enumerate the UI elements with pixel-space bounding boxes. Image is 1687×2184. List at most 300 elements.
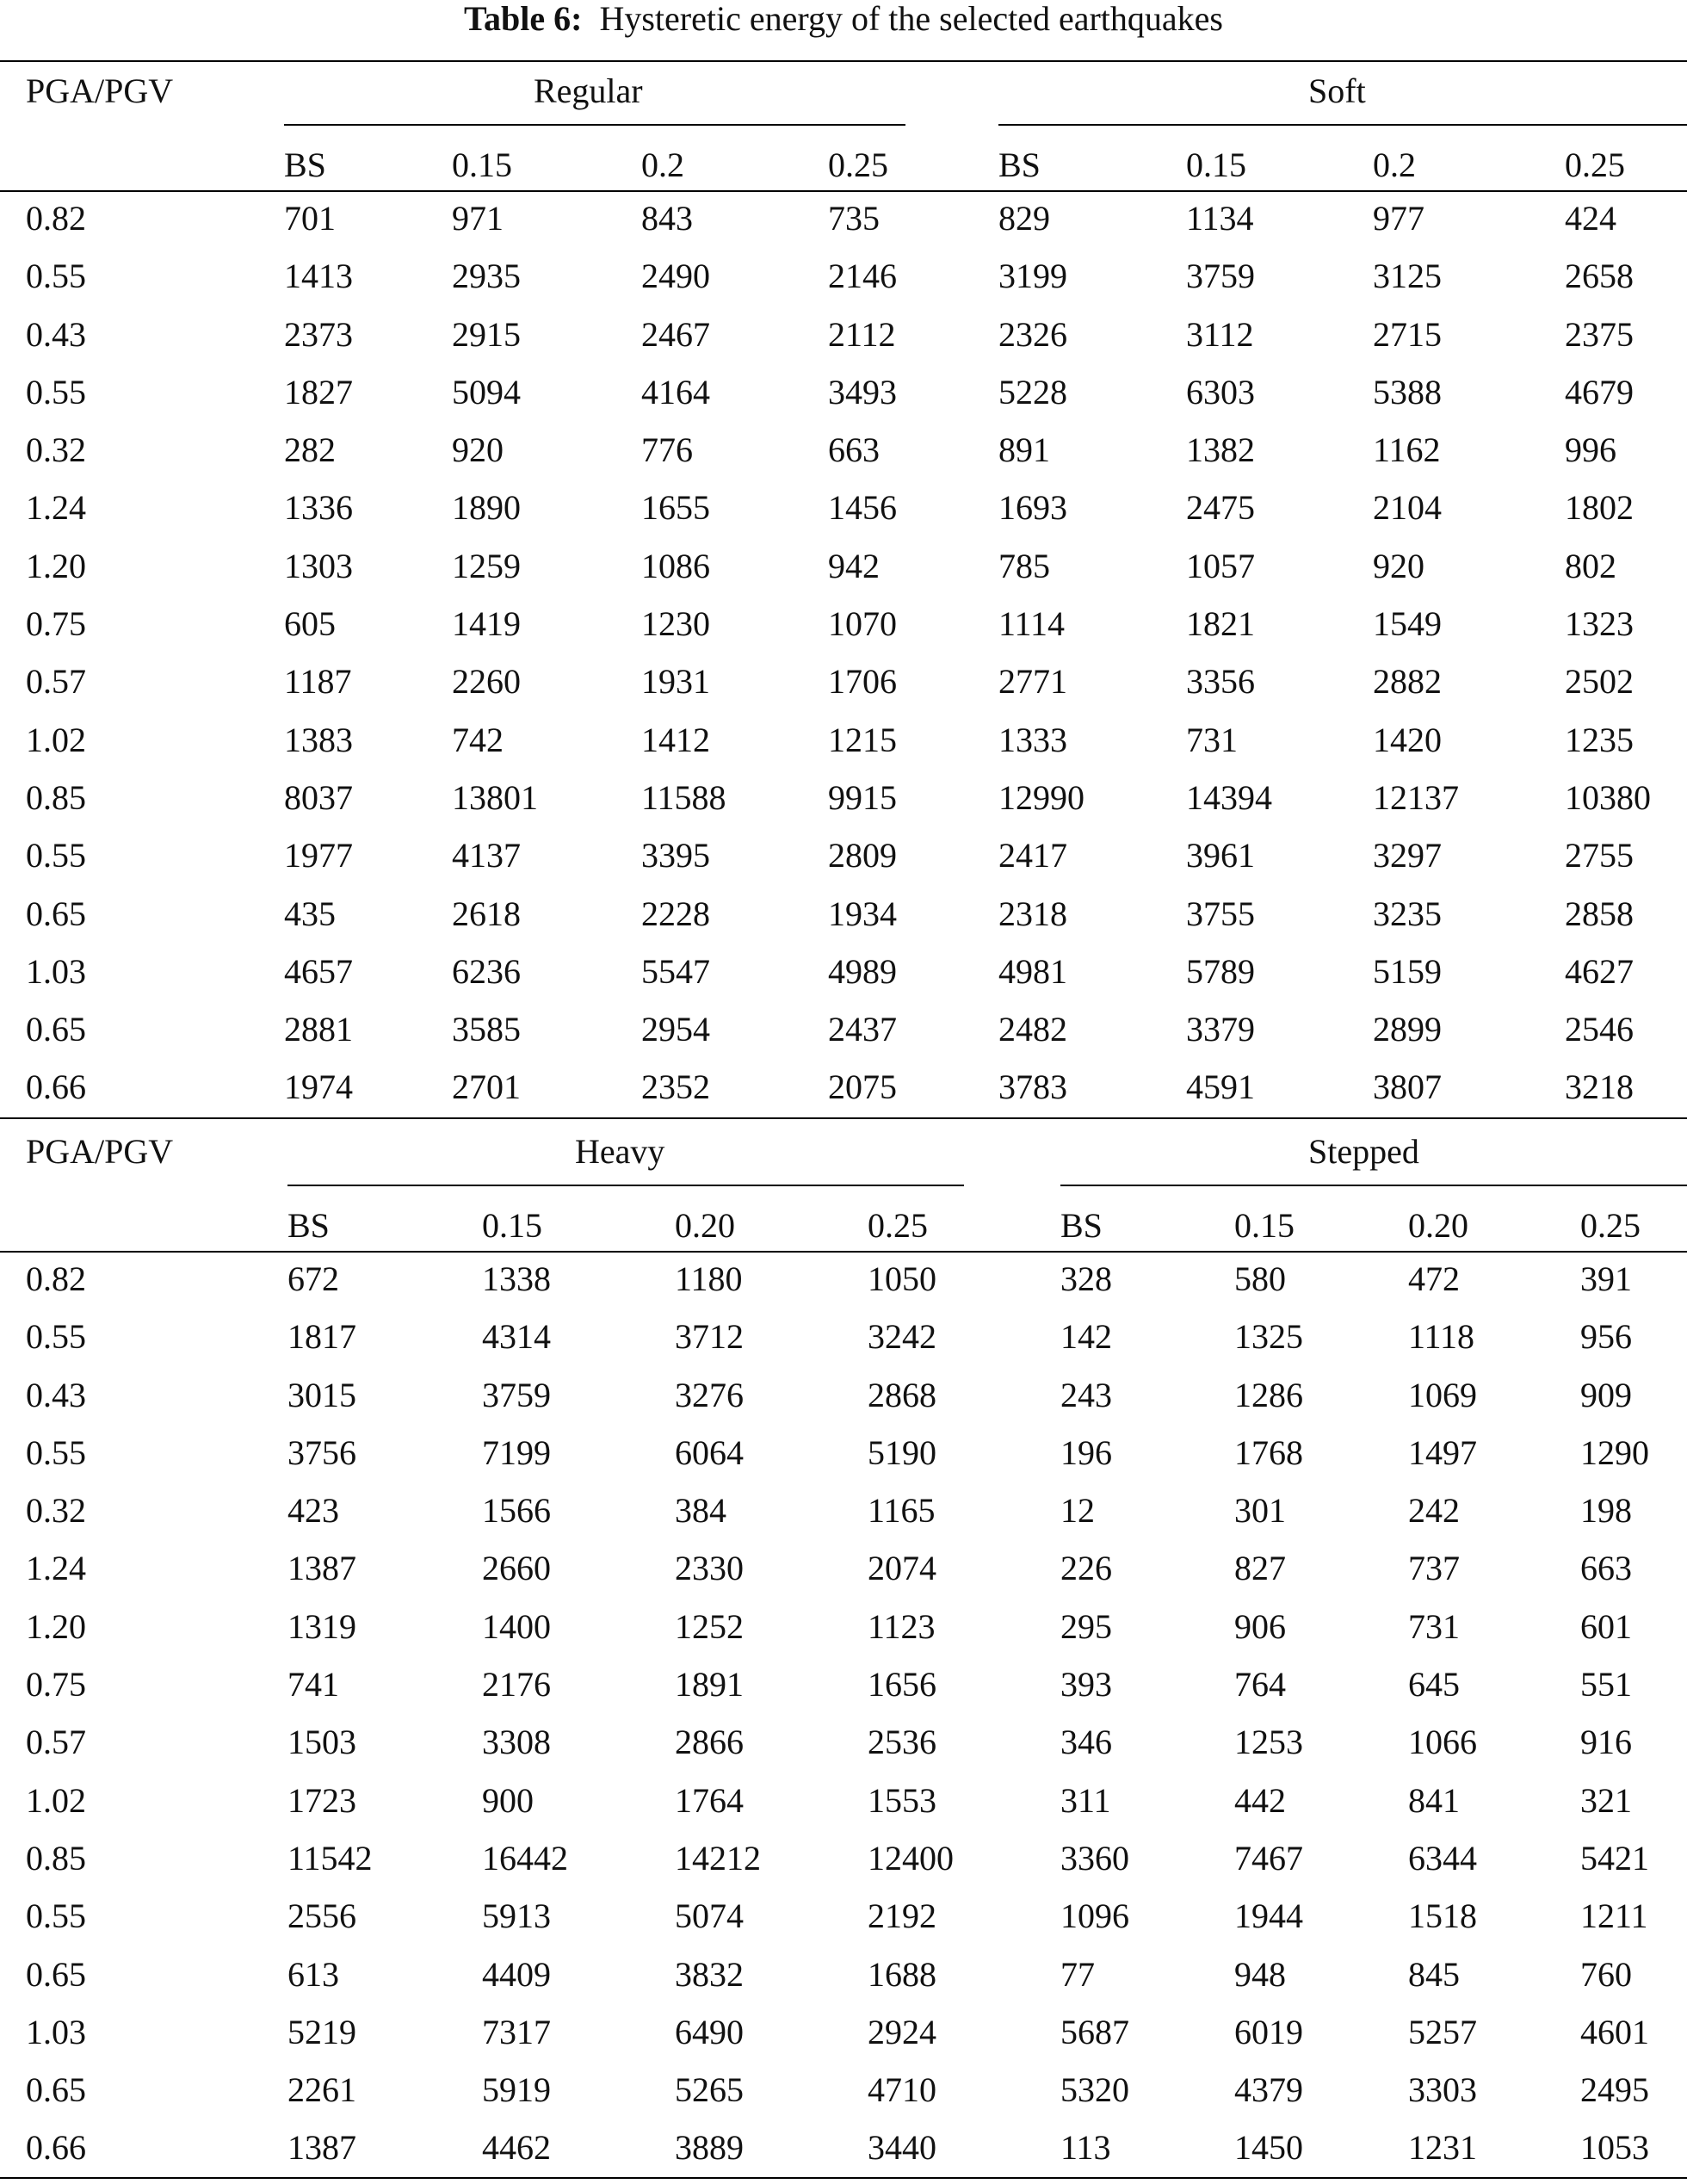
table-cell: 1134 [1186, 199, 1254, 238]
table-cell: 301 [1234, 1491, 1286, 1531]
table-cell: 1944 [1234, 1896, 1303, 1936]
table-cell: 6490 [675, 2012, 744, 2051]
table-cell: 5388 [1373, 372, 1442, 411]
column-header: 0.25 [1580, 1206, 1641, 1245]
table-cell: 3360 [1060, 1838, 1129, 1878]
table-cell: 4627 [1565, 951, 1634, 991]
row-label-pga-pgv: 0.65 [26, 1010, 86, 1049]
table-cell: 1553 [868, 1780, 936, 1820]
table-cell: 956 [1580, 1317, 1632, 1357]
table-cell: 5913 [482, 1896, 551, 1936]
table-cell: 1387 [287, 2128, 356, 2168]
first-column-header: PGA/PGV [26, 71, 174, 110]
table-cell: 2866 [675, 1723, 744, 1762]
table-cell: 1934 [828, 894, 897, 933]
row-label-pga-pgv: 0.55 [26, 1317, 86, 1357]
table-cell: 760 [1580, 1954, 1632, 1994]
header-row [0, 1121, 1687, 1252]
table-cell: 5320 [1060, 2070, 1129, 2110]
table-row [0, 423, 1687, 480]
table-cell: 7199 [482, 1432, 551, 1472]
table-cell: 580 [1234, 1259, 1286, 1298]
column-header: 0.15 [482, 1206, 542, 1245]
table-cell: 3395 [641, 836, 710, 875]
table-cell: 2330 [675, 1549, 744, 1588]
table-cell: 1114 [998, 604, 1066, 644]
table-cell: 3889 [675, 2128, 744, 2168]
table-cell: 2660 [482, 1549, 551, 1588]
table-cell: 346 [1060, 1723, 1112, 1762]
table-cell: 1420 [1373, 720, 1442, 759]
table-cell: 3759 [1186, 257, 1255, 296]
table-cell: 6236 [452, 951, 521, 991]
table-row [0, 249, 1687, 306]
table-cell: 701 [284, 199, 336, 238]
table-cell: 295 [1060, 1606, 1112, 1646]
table-cell: 2935 [452, 257, 521, 296]
table-cell: 5190 [868, 1432, 936, 1472]
column-header: 0.25 [1565, 145, 1625, 184]
table-cell: 16442 [482, 1838, 568, 1878]
column-header: 0.15 [1234, 1206, 1295, 1245]
column-header: 0.20 [1408, 1206, 1468, 1245]
table-cell: 2868 [868, 1375, 936, 1414]
table-cell: 14394 [1186, 777, 1272, 817]
row-label-pga-pgv: 0.65 [26, 1954, 86, 1994]
table-row [0, 1831, 1687, 1889]
row-label-pga-pgv: 0.82 [26, 199, 86, 238]
column-header: 0.15 [1186, 145, 1246, 184]
table-cell: 3832 [675, 1954, 744, 1994]
column-header: 0.2 [641, 145, 684, 184]
table-cell: 601 [1580, 1606, 1632, 1646]
table-cell: 6303 [1186, 372, 1255, 411]
table-cell: 3303 [1408, 2070, 1477, 2110]
table-cell: 12137 [1373, 777, 1459, 817]
table-cell: 472 [1408, 1259, 1460, 1298]
table-cell: 5094 [452, 372, 521, 411]
table-cell: 3585 [452, 1010, 521, 1049]
table-cell: 2495 [1580, 2070, 1649, 2110]
group-underline-regular [284, 124, 905, 126]
table-cell: 1070 [828, 604, 897, 644]
row-label-pga-pgv: 0.55 [26, 372, 86, 411]
table-row [0, 1368, 1687, 1426]
table-cell: 916 [1580, 1723, 1632, 1762]
table-cell: 909 [1580, 1375, 1632, 1414]
table-cell: 2882 [1373, 662, 1442, 702]
table-cell: 4137 [452, 836, 521, 875]
first-column-header: PGA/PGV [26, 1132, 174, 1171]
table-cell: 2375 [1565, 314, 1634, 354]
group-underline-heavy [287, 1185, 964, 1186]
table-cell: 1215 [828, 720, 897, 759]
column-header: BS [1060, 1206, 1103, 1245]
table-cell: 1165 [868, 1491, 936, 1531]
table-cell: 1123 [868, 1606, 936, 1646]
table-cell: 243 [1060, 1375, 1112, 1414]
table-cell: 942 [828, 546, 880, 585]
table-cell: 1821 [1186, 604, 1255, 644]
table-cell: 196 [1060, 1432, 1112, 1472]
table-cell: 1252 [675, 1606, 744, 1646]
table-cell: 3807 [1373, 1067, 1442, 1107]
table-cell: 731 [1408, 1606, 1460, 1646]
table-cell: 2546 [1565, 1010, 1634, 1049]
table-cell: 13801 [452, 777, 538, 817]
table-cell: 802 [1565, 546, 1616, 585]
table-cell: 10380 [1565, 777, 1651, 817]
table-row [0, 1657, 1687, 1715]
row-label-pga-pgv: 1.24 [26, 488, 86, 528]
table-cell: 11588 [641, 777, 726, 817]
group-underline-stepped [1060, 1185, 1687, 1186]
table-cell: 4710 [868, 2070, 936, 2110]
table-cell: 785 [998, 546, 1050, 585]
table-cell: 1656 [868, 1665, 936, 1705]
table-cell: 14212 [675, 1838, 761, 1878]
table-cell: 4164 [641, 372, 710, 411]
table-cell: 2915 [452, 314, 521, 354]
table-cell: 6344 [1408, 1838, 1477, 1878]
table-cell: 971 [452, 199, 504, 238]
table-cell: 1086 [641, 546, 710, 585]
table-row [0, 713, 1687, 770]
table-cell: 2228 [641, 894, 710, 933]
table-row [0, 1773, 1687, 1831]
table-cell: 841 [1408, 1780, 1460, 1820]
table-row [0, 191, 1687, 249]
table-cell: 900 [482, 1780, 534, 1820]
table-cell: 672 [287, 1259, 339, 1298]
table-cell: 3755 [1186, 894, 1255, 933]
table-cell: 2482 [998, 1010, 1067, 1049]
table-body-heavy-stepped [0, 1252, 1687, 2179]
table-cell: 2809 [828, 836, 897, 875]
table-cell: 2192 [868, 1896, 936, 1936]
row-label-pga-pgv: 1.24 [26, 1549, 86, 1588]
row-label-pga-pgv: 0.55 [26, 1432, 86, 1472]
table-cell: 1450 [1234, 2128, 1303, 2168]
row-label-pga-pgv: 1.20 [26, 546, 86, 585]
table-cell: 2146 [828, 257, 897, 296]
row-label-pga-pgv: 1.03 [26, 951, 86, 991]
table-cell: 9915 [828, 777, 897, 817]
column-header: 0.2 [1373, 145, 1416, 184]
table-cell: 1230 [641, 604, 710, 644]
table-cell: 843 [641, 199, 693, 238]
table-cell: 1162 [1373, 430, 1441, 470]
table-cell: 845 [1408, 1954, 1460, 1994]
table-cell: 1211 [1580, 1896, 1648, 1936]
table-cell: 1706 [828, 662, 897, 702]
table-cell: 2112 [828, 314, 896, 354]
table-cell: 1323 [1565, 604, 1634, 644]
table-cell: 5219 [287, 2012, 356, 2051]
table-row [0, 944, 1687, 1002]
table-row [0, 2063, 1687, 2120]
table-cell: 551 [1580, 1665, 1632, 1705]
table-cell: 1187 [284, 662, 352, 702]
table-cell: 5159 [1373, 951, 1442, 991]
table-cell: 1383 [284, 720, 353, 759]
table-cell: 1412 [641, 720, 710, 759]
table-cell: 2954 [641, 1010, 710, 1049]
table-cell: 1413 [284, 257, 353, 296]
table-cell: 3235 [1373, 894, 1442, 933]
table-cell: 1235 [1565, 720, 1634, 759]
table-row [0, 597, 1687, 654]
table-cell: 920 [1373, 546, 1424, 585]
table-cell: 1303 [284, 546, 353, 585]
table-cell: 1977 [284, 836, 353, 875]
table-cell: 663 [828, 430, 880, 470]
table-cell: 2352 [641, 1067, 710, 1107]
table-cell: 4657 [284, 951, 353, 991]
table-cell: 77 [1060, 1954, 1095, 1994]
table-cell: 321 [1580, 1780, 1632, 1820]
table-cell: 282 [284, 430, 336, 470]
table-cell: 3015 [287, 1375, 356, 1414]
table-cell: 1333 [998, 720, 1067, 759]
table-cell: 1456 [828, 488, 897, 528]
table-cell: 5257 [1408, 2012, 1477, 2051]
table-cell: 776 [641, 430, 693, 470]
table-cell: 393 [1060, 1665, 1112, 1705]
row-label-pga-pgv: 0.75 [26, 604, 86, 644]
table-cell: 613 [287, 1954, 339, 1994]
table-cell: 1655 [641, 488, 710, 528]
table-cell: 891 [998, 430, 1050, 470]
table-cell: 3379 [1186, 1010, 1255, 1049]
table-cell: 1817 [287, 1317, 356, 1357]
table-cell: 6019 [1234, 2012, 1303, 2051]
table-cell: 2556 [287, 1896, 356, 1936]
table-cell: 198 [1580, 1491, 1632, 1531]
table-cell: 7317 [482, 2012, 551, 2051]
table-cell: 764 [1234, 1665, 1286, 1705]
row-label-pga-pgv: 0.55 [26, 836, 86, 875]
table-cell: 741 [287, 1665, 339, 1705]
table-row [0, 2120, 1687, 2178]
table-cell: 5421 [1580, 1838, 1649, 1878]
table-cell: 6064 [675, 1432, 744, 1472]
table-row [0, 1309, 1687, 1367]
table-cell: 2490 [641, 257, 710, 296]
table-cell: 1325 [1234, 1317, 1303, 1357]
table-cell: 2467 [641, 314, 710, 354]
table-cell: 1566 [482, 1491, 551, 1531]
table-cell: 2771 [998, 662, 1067, 702]
table-cell: 5687 [1060, 2012, 1129, 2051]
row-label-pga-pgv: 0.55 [26, 1896, 86, 1936]
table-cell: 1118 [1408, 1317, 1475, 1357]
table-cell: 2475 [1186, 488, 1255, 528]
table-cell: 391 [1580, 1259, 1632, 1298]
table-cell: 2326 [998, 314, 1067, 354]
table-cell: 1688 [868, 1954, 936, 1994]
group-header-heavy: Heavy [575, 1132, 665, 1171]
column-header: 0.25 [868, 1206, 928, 1245]
row-label-pga-pgv: 1.03 [26, 2012, 86, 2051]
table-cell: 1336 [284, 488, 353, 528]
table-cell: 2899 [1373, 1010, 1442, 1049]
table-cell: 1419 [452, 604, 521, 644]
table-cell: 4462 [482, 2128, 551, 2168]
table-cell: 4314 [482, 1317, 551, 1357]
row-label-pga-pgv: 0.65 [26, 2070, 86, 2110]
table-cell: 2074 [868, 1549, 936, 1588]
table-cell: 142 [1060, 1317, 1112, 1357]
table-cell: 226 [1060, 1549, 1112, 1588]
table-cell: 4679 [1565, 372, 1634, 411]
table-cell: 2104 [1373, 488, 1442, 528]
table-row [0, 1060, 1687, 1117]
table-cell: 3756 [287, 1432, 356, 1472]
bottom-rule [0, 1117, 1687, 1119]
row-label-pga-pgv: 0.82 [26, 1259, 86, 1298]
table-cell: 1338 [482, 1259, 551, 1298]
table-cell: 645 [1408, 1665, 1460, 1705]
table-cell: 3125 [1373, 257, 1442, 296]
row-label-pga-pgv: 0.32 [26, 1491, 86, 1531]
table-cell: 663 [1580, 1549, 1632, 1588]
row-label-pga-pgv: 0.85 [26, 1838, 86, 1878]
table-cell: 1931 [641, 662, 710, 702]
table-cell: 4409 [482, 1954, 551, 1994]
group-header-regular: Regular [534, 71, 643, 110]
table-cell: 829 [998, 199, 1050, 238]
table-cell: 7467 [1234, 1838, 1303, 1878]
table-cell: 2924 [868, 2012, 936, 2051]
row-label-pga-pgv: 0.43 [26, 314, 86, 354]
table-cell: 1319 [287, 1606, 356, 1646]
table-cell: 1382 [1186, 430, 1255, 470]
table-cell: 737 [1408, 1549, 1460, 1588]
table-cell: 1066 [1408, 1723, 1477, 1762]
table-cell: 1827 [284, 372, 353, 411]
table-cell: 442 [1234, 1780, 1286, 1820]
table-cell: 2260 [452, 662, 521, 702]
table-cell: 12400 [868, 1838, 954, 1878]
table-cell: 2437 [828, 1010, 897, 1049]
table-cell: 2075 [828, 1067, 897, 1107]
column-header: 0.15 [452, 145, 512, 184]
table-cell: 5265 [675, 2070, 744, 2110]
table-cell: 4591 [1186, 1067, 1255, 1107]
column-header: 0.25 [828, 145, 888, 184]
table-cell: 5074 [675, 1896, 744, 1936]
table-cell: 1764 [675, 1780, 744, 1820]
table-row [0, 887, 1687, 944]
table-cell: 1290 [1580, 1432, 1649, 1472]
table-cell: 242 [1408, 1491, 1460, 1531]
table-cell: 2881 [284, 1010, 353, 1049]
row-label-pga-pgv: 0.65 [26, 894, 86, 933]
table-cell: 3440 [868, 2128, 936, 2168]
table-cell: 996 [1565, 430, 1616, 470]
table-cell: 2373 [284, 314, 353, 354]
table-cell: 113 [1060, 2128, 1111, 2168]
table-cell: 2858 [1565, 894, 1634, 933]
table-cell: 1259 [452, 546, 521, 585]
table-cell: 1253 [1234, 1723, 1303, 1762]
table-cell: 12 [1060, 1491, 1095, 1531]
table-cell: 731 [1186, 720, 1238, 759]
row-label-pga-pgv: 0.57 [26, 1723, 86, 1762]
table-cell: 1286 [1234, 1375, 1303, 1414]
row-label-pga-pgv: 1.02 [26, 720, 86, 759]
table-cell: 2536 [868, 1723, 936, 1762]
table-cell: 906 [1234, 1606, 1286, 1646]
table-cell: 423 [287, 1491, 339, 1531]
row-label-pga-pgv: 0.43 [26, 1375, 86, 1414]
table-cell: 1053 [1580, 2128, 1649, 2168]
caption-text: Hysteretic energy of the selected earthquakes [599, 0, 1223, 38]
caption-label: Table 6: [464, 0, 583, 38]
table-cell: 742 [452, 720, 504, 759]
table-cell: 3112 [1186, 314, 1254, 354]
table-cell: 1050 [868, 1259, 936, 1298]
table-cell: 4379 [1234, 2070, 1303, 2110]
table-row [0, 1947, 1687, 2005]
table-cell: 2176 [482, 1665, 551, 1705]
table-row [0, 1715, 1687, 1773]
table-cell: 1802 [1565, 488, 1634, 528]
table-cell: 1891 [675, 1665, 744, 1705]
table-cell: 2618 [452, 894, 521, 933]
table-cell: 5547 [641, 951, 710, 991]
row-label-pga-pgv: 1.02 [26, 1780, 86, 1820]
table-cell: 3218 [1565, 1067, 1634, 1107]
table-cell: 2658 [1565, 257, 1634, 296]
table-cell: 3493 [828, 372, 897, 411]
table-cell: 1723 [287, 1780, 356, 1820]
table-cell: 4601 [1580, 2012, 1649, 2051]
table-row [0, 480, 1687, 538]
table-row [0, 828, 1687, 886]
table-cell: 435 [284, 894, 336, 933]
table-cell: 948 [1234, 1954, 1286, 1994]
table-cell: 1503 [287, 1723, 356, 1762]
table-cell: 1768 [1234, 1432, 1303, 1472]
table-cell: 3961 [1186, 836, 1255, 875]
table-cell: 1057 [1186, 546, 1255, 585]
table-cell: 1180 [675, 1259, 743, 1298]
table-cell: 5919 [482, 2070, 551, 2110]
table-cell: 8037 [284, 777, 353, 817]
table-cell: 1518 [1408, 1896, 1477, 1936]
table-cell: 424 [1565, 199, 1616, 238]
table-cell: 3242 [868, 1317, 936, 1357]
table-cell: 12990 [998, 777, 1084, 817]
table-row [0, 2005, 1687, 2063]
table-row [0, 1426, 1687, 1483]
table-cell: 3759 [482, 1375, 551, 1414]
table-cell: 3308 [482, 1723, 551, 1762]
table-cell: 1890 [452, 488, 521, 528]
table-cell: 3712 [675, 1317, 744, 1357]
table-row [0, 539, 1687, 597]
column-header: 0.20 [675, 1206, 735, 1245]
table-caption [0, 0, 1687, 40]
table-cell: 920 [452, 430, 504, 470]
table-row [0, 1541, 1687, 1599]
row-label-pga-pgv: 0.66 [26, 2128, 86, 2168]
table-cell: 3356 [1186, 662, 1255, 702]
row-label-pga-pgv: 0.57 [26, 662, 86, 702]
group-underline-soft [998, 124, 1687, 126]
